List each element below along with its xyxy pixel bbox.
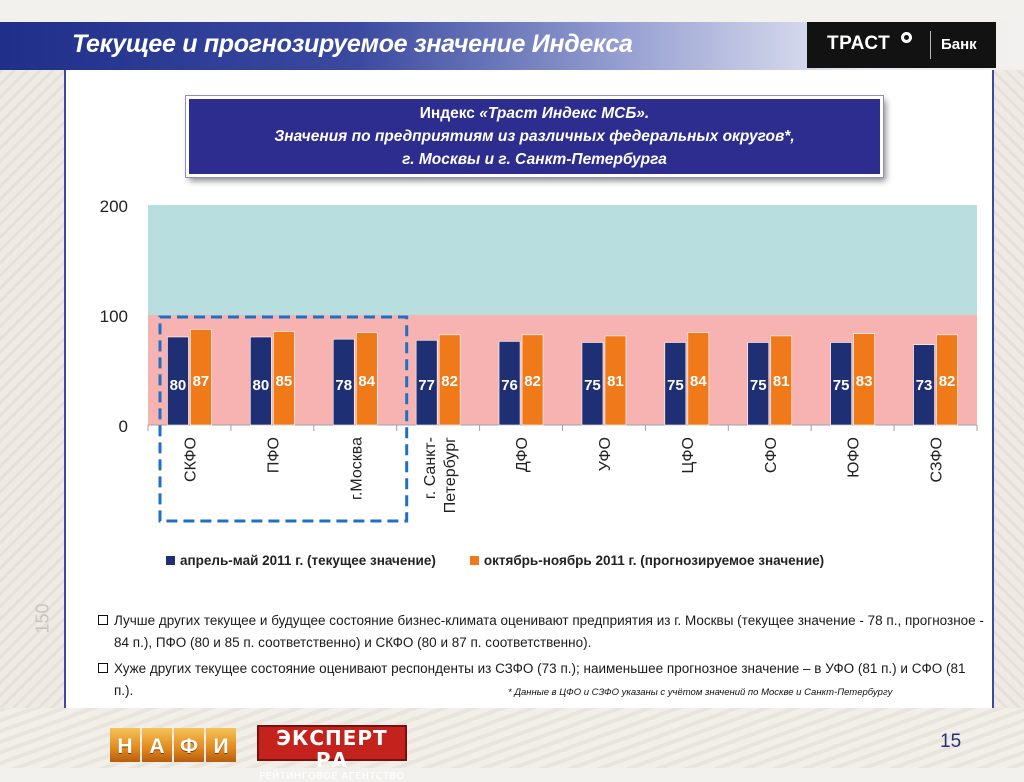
background-band	[148, 205, 977, 315]
nafi-letter: И	[206, 728, 236, 762]
legend-item-forecast	[470, 553, 824, 568]
side-page-marker: 150	[32, 603, 53, 634]
nafi-letter: Н	[110, 728, 140, 762]
info-line-3: г. Москвы и г. Санкт-Петербурга	[402, 151, 667, 168]
legend-swatch-forecast	[470, 556, 479, 565]
x-tick-label: ЮФО	[845, 437, 863, 478]
x-tick-label: г. Санкт- Петербург	[422, 437, 460, 514]
data-label-forecast: 82	[441, 373, 458, 390]
info-line-1-prefix: Индекс	[419, 105, 480, 122]
y-tick-label: 100	[99, 307, 128, 326]
note-text: Хуже других текущее состояние оценивают респонденты из СЗФО (73 п.); наименьшее прогнозное значение – в УФО (81 п.) и СФО (81 п.).	[114, 661, 966, 698]
data-label-current: 75	[584, 377, 601, 394]
page-title: Текущее и прогнозируемое значение Индекса	[72, 30, 633, 58]
footnote: * Данные в ЦФО и СЗФО указаны с учётом значений по Москве и Санкт-Петербургу	[508, 687, 893, 698]
chart-legend	[166, 553, 858, 568]
expert-logo-title: ЭКСПЕРТ РА	[276, 726, 388, 772]
data-label-forecast: 81	[607, 373, 624, 390]
data-label-forecast: 87	[192, 373, 210, 390]
data-label-forecast: 84	[690, 373, 707, 390]
data-label-current: 75	[749, 377, 767, 394]
logo-name: ТРАСТ	[827, 33, 891, 54]
x-tick-label: ДФО	[514, 437, 532, 473]
data-label-current: 75	[667, 377, 684, 394]
checkbox-bullet-icon	[98, 663, 108, 673]
x-tick-label: СФО	[762, 437, 780, 474]
data-label-current: 73	[915, 377, 933, 394]
note-text: Лучше других текущее и будущее состояние бизнес-климата оценивают предприятия из г. Москвы (текущее значение - 78 п., прогнозное - 84 п.), ПФО (80 и 85 п. соответственно) и СКФО (80 и 87 п. соответственно).	[114, 613, 984, 650]
x-tick-label: ЦФО	[679, 437, 697, 474]
nafi-letter: А	[142, 728, 172, 762]
legend-swatch-current	[166, 556, 175, 565]
data-label-forecast: 84	[358, 373, 376, 390]
data-label-forecast: 81	[772, 373, 790, 390]
note-item	[98, 610, 988, 654]
data-label-forecast: 82	[938, 373, 956, 390]
data-label-current: 80	[169, 377, 187, 394]
legend-item-current	[166, 553, 436, 568]
x-tick-label: УФО	[596, 437, 614, 472]
info-line-2: Значения по предприятиям из различных федеральных округов*,	[274, 128, 795, 145]
background-band	[148, 315, 977, 425]
data-label-current: 75	[832, 377, 850, 394]
legend-label-current: апрель-май 2011 г. (текущее значение)	[180, 553, 436, 568]
data-label-forecast: 83	[855, 373, 873, 390]
data-label-current: 80	[252, 377, 270, 394]
data-label-forecast: 82	[524, 373, 541, 390]
page-number: 15	[940, 731, 962, 752]
x-tick-label: г.Москва	[348, 437, 366, 500]
logo-suffix: Банк	[941, 36, 977, 53]
nafi-letter: Ф	[174, 728, 204, 762]
legend-label-forecast: октябрь-ноябрь 2011 г. (прогнозируемое значение)	[483, 553, 825, 568]
data-label-current: 76	[501, 377, 518, 394]
expert-logo-subtitle: РЕЙТИНГОВОЕ АГЕНТСТВО	[259, 771, 405, 782]
y-tick-label: 200	[99, 197, 128, 216]
info-line-1-italic: «Траст Индекс МСБ».	[479, 105, 650, 122]
x-tick-label: СЗФО	[928, 437, 946, 483]
y-tick-label: 0	[118, 417, 128, 436]
nafi-logo	[110, 728, 238, 762]
x-tick-label: СКФО	[182, 437, 200, 482]
data-label-current: 78	[335, 377, 353, 394]
x-tick-label: ПФО	[265, 437, 283, 474]
data-label-current: 77	[418, 377, 435, 394]
data-label-forecast: 85	[275, 373, 293, 390]
expert-ra-logo	[257, 725, 407, 782]
checkbox-bullet-icon	[98, 615, 108, 625]
